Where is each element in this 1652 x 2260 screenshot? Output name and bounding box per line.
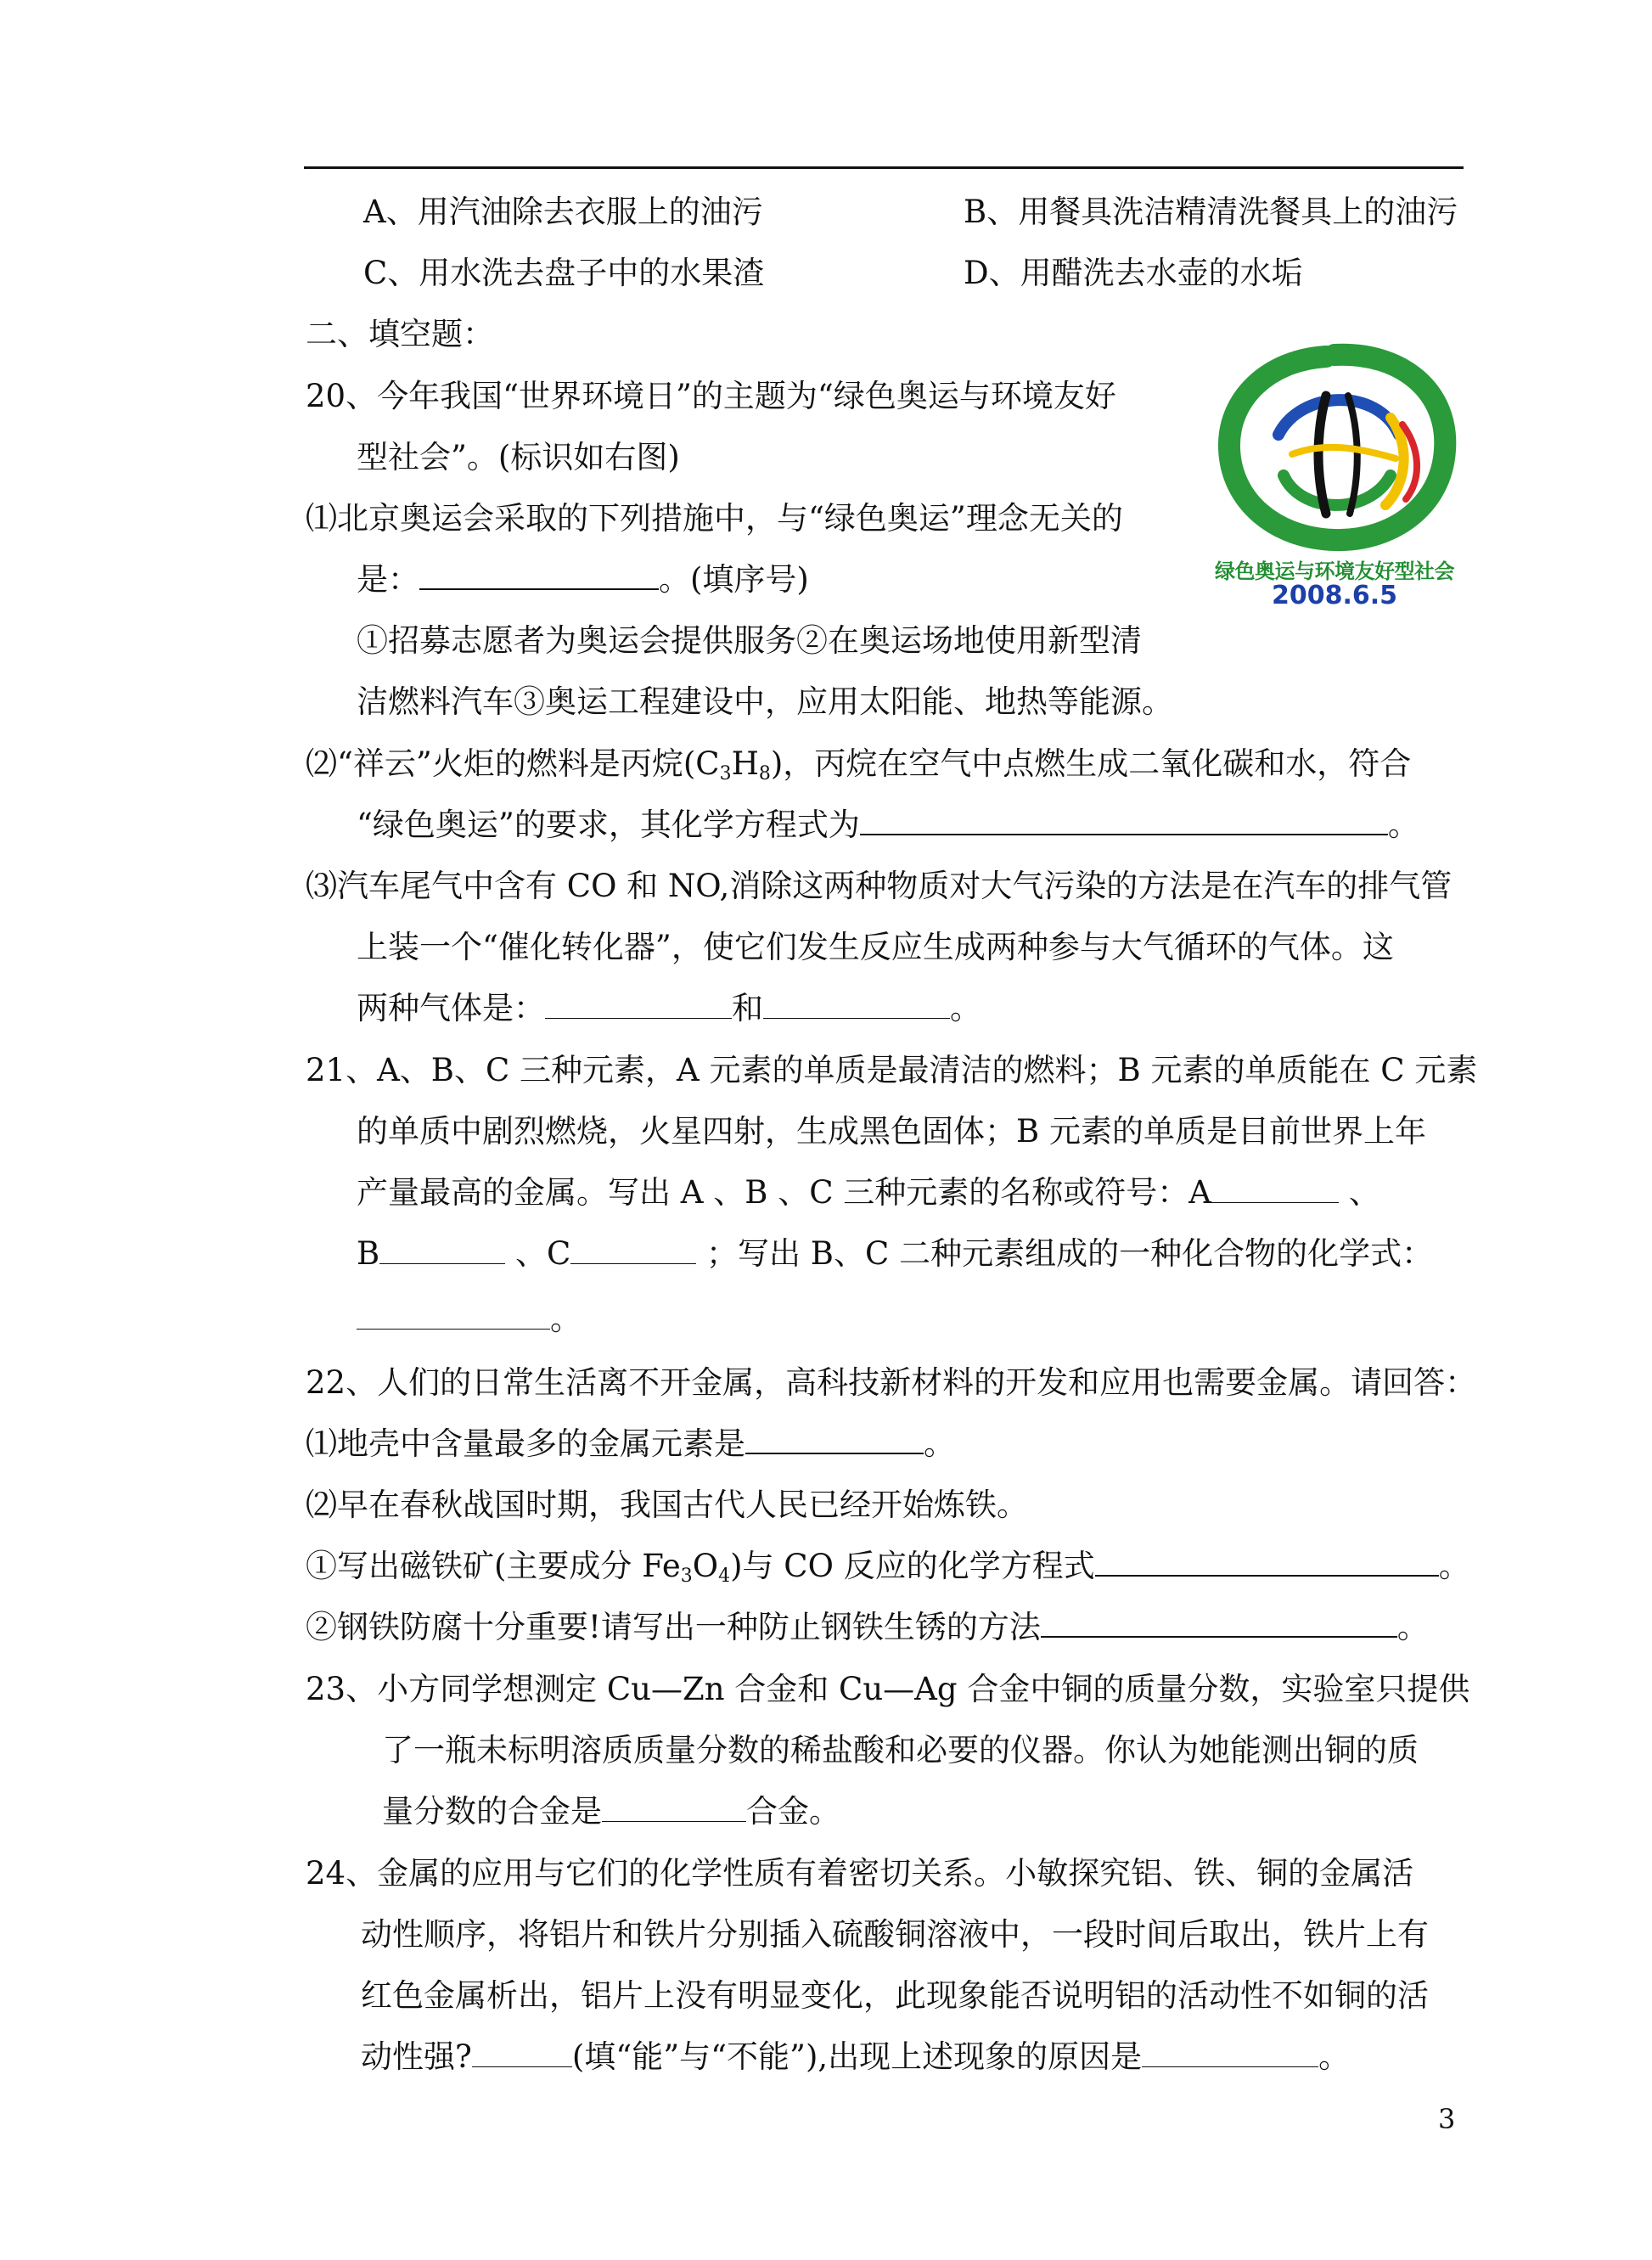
q20-part3-line1: ⑶汽车尾气中含有 CO 和 NO,消除这两种物质对大气污染的方法是在汽车的排气管 <box>306 868 1453 904</box>
header-rule <box>304 166 1464 169</box>
q20-part1-prefix: 是： <box>357 561 419 598</box>
green-olympics-logo <box>1199 340 1470 616</box>
logo-caption: 绿色奥运与环境友好型社会 <box>1215 559 1454 583</box>
q20-part1-suffix: 。(填序号) <box>659 561 809 598</box>
q22-line2: ⑴地壳中含量最多的金属元素是 。 <box>306 1425 955 1462</box>
q23-alloy-blank[interactable] <box>602 1794 746 1822</box>
option-c: C、用水洗去盘子中的水果渣 <box>363 255 765 291</box>
q20-part3-line3: 两种气体是： 和 。 <box>357 990 981 1026</box>
q21-b-blank[interactable] <box>379 1236 505 1264</box>
q20-gas1-blank[interactable] <box>545 991 732 1019</box>
option-d: D、用醋洗去水壶的水垢 <box>964 255 1303 291</box>
q24-line2: 动性顺序，将铝片和铁片分别插入硫酸铜溶液中，一段时间后取出，铁片上有 <box>361 1916 1429 1953</box>
page-number: 3 <box>1438 2103 1456 2135</box>
q23-line2: 了一瓶未标明溶质质量分数的稀盐酸和必要的仪器。你认为她能测出铜的质 <box>382 1732 1419 1768</box>
q20-answer-blank[interactable] <box>419 561 659 590</box>
q23-line1: 23、小方同学想测定 Cu—Zn 合金和 Cu—Ag 合金中铜的质量分数，实验室只提供 <box>306 1671 1470 1707</box>
q22-element-blank[interactable] <box>745 1425 924 1454</box>
option-b: B、用餐具洗洁精清洗餐具上的油污 <box>964 194 1458 230</box>
q24-line1: 24、金属的应用与它们的化学性质有着密切关系。小敏探究铝、铁、铜的金属活 <box>306 1855 1414 1892</box>
q21-a-blank[interactable] <box>1211 1175 1339 1203</box>
q21-c-blank[interactable] <box>570 1236 696 1264</box>
q20-part1-line2 <box>357 559 809 600</box>
q21-line2: 的单质中剧烈燃烧，火星四射，生成黑色固体；B 元素的单质是目前世界上年 <box>357 1113 1426 1150</box>
q20-part1-line4: 洁燃料汽车③奥运工程建设中，应用太阳能、地热等能源。 <box>357 683 1173 720</box>
section-title: 二、填空题： <box>306 316 494 352</box>
q24-reason-blank[interactable] <box>1142 2039 1318 2067</box>
q20-part1-line3: ①招募志愿者为奥运会提供服务②在奥运场地使用新型清 <box>357 622 1142 659</box>
q22-equation-blank[interactable] <box>1095 1548 1439 1577</box>
logo-date: 2008.6.5 <box>1271 581 1398 610</box>
q20-part1-line1: ⑴北京奥运会采取的下列措施中，与“绿色奥运”理念无关的 <box>306 500 1123 537</box>
q22-line4: ①写出磁铁矿(主要成分 $Fe_3O_4$)与 CO 反应的化学方程式 。 <box>306 1548 1470 1587</box>
q21-line3: 产量最高的金属。写出 A 、B 、C 三种元素的名称或符号：A 、 <box>357 1174 1380 1211</box>
q24-yesno-blank[interactable] <box>472 2039 572 2067</box>
q20-stem-2: 型社会”。(标识如右图) <box>357 439 680 475</box>
q20-part3-line2: 上装一个“催化转化器”，使它们发生反应生成两种参与大气循环的气体。这 <box>357 929 1394 965</box>
q20-stem-1: 20、今年我国“世界环境日”的主题为“绿色奥运与环境友好 <box>306 378 1116 414</box>
option-a: A、用汽油除去衣服上的油污 <box>363 194 763 230</box>
q21-line4: B 、C ；写出 B、C 二种元素组成的一种化合物的化学式： <box>357 1235 1434 1272</box>
q21-line1: 21、A、B、C 三种元素，A 元素的单质是最清洁的燃料；B 元素的单质能在 C 元素 <box>306 1052 1478 1088</box>
q23-line3: 量分数的合金是 合金。 <box>382 1793 840 1830</box>
q20-equation-blank[interactable] <box>860 807 1388 835</box>
q24-line3: 红色金属析出，铝片上没有明显变化，此现象能否说明铝的活动性不如铜的活 <box>361 1977 1429 2014</box>
q22-line5: ②钢铁防腐十分重要!请写出一种防止钢铁生锈的方法 。 <box>306 1609 1429 1645</box>
q21-line5: 。 <box>357 1299 582 1340</box>
q20-part2-line2: “绿色奥运”的要求，其化学方程式为 。 <box>357 807 1419 843</box>
q22-method-blank[interactable] <box>1041 1609 1397 1638</box>
q20-part2-line1: ⑵“祥云”火炬的燃料是丙烷$(C_3H_8)$，丙烷在空气中点燃生成二氧化碳和水，符合 <box>306 745 1412 784</box>
q22-line3: ⑵早在春秋战国时期，我国古代人民已经开始炼铁。 <box>306 1487 1028 1523</box>
globe-emblem-icon <box>1199 340 1470 552</box>
q22-line1: 22、人们的日常生活离不开金属，高科技新材料的开发和应用也需要金属。请回答： <box>306 1364 1477 1401</box>
q21-formula-blank[interactable] <box>357 1301 550 1330</box>
q20-gas2-blank[interactable] <box>763 991 950 1019</box>
q24-line4: 动性强? (填“能”与“不能”),出现上述现象的原因是 。 <box>361 2038 1351 2075</box>
